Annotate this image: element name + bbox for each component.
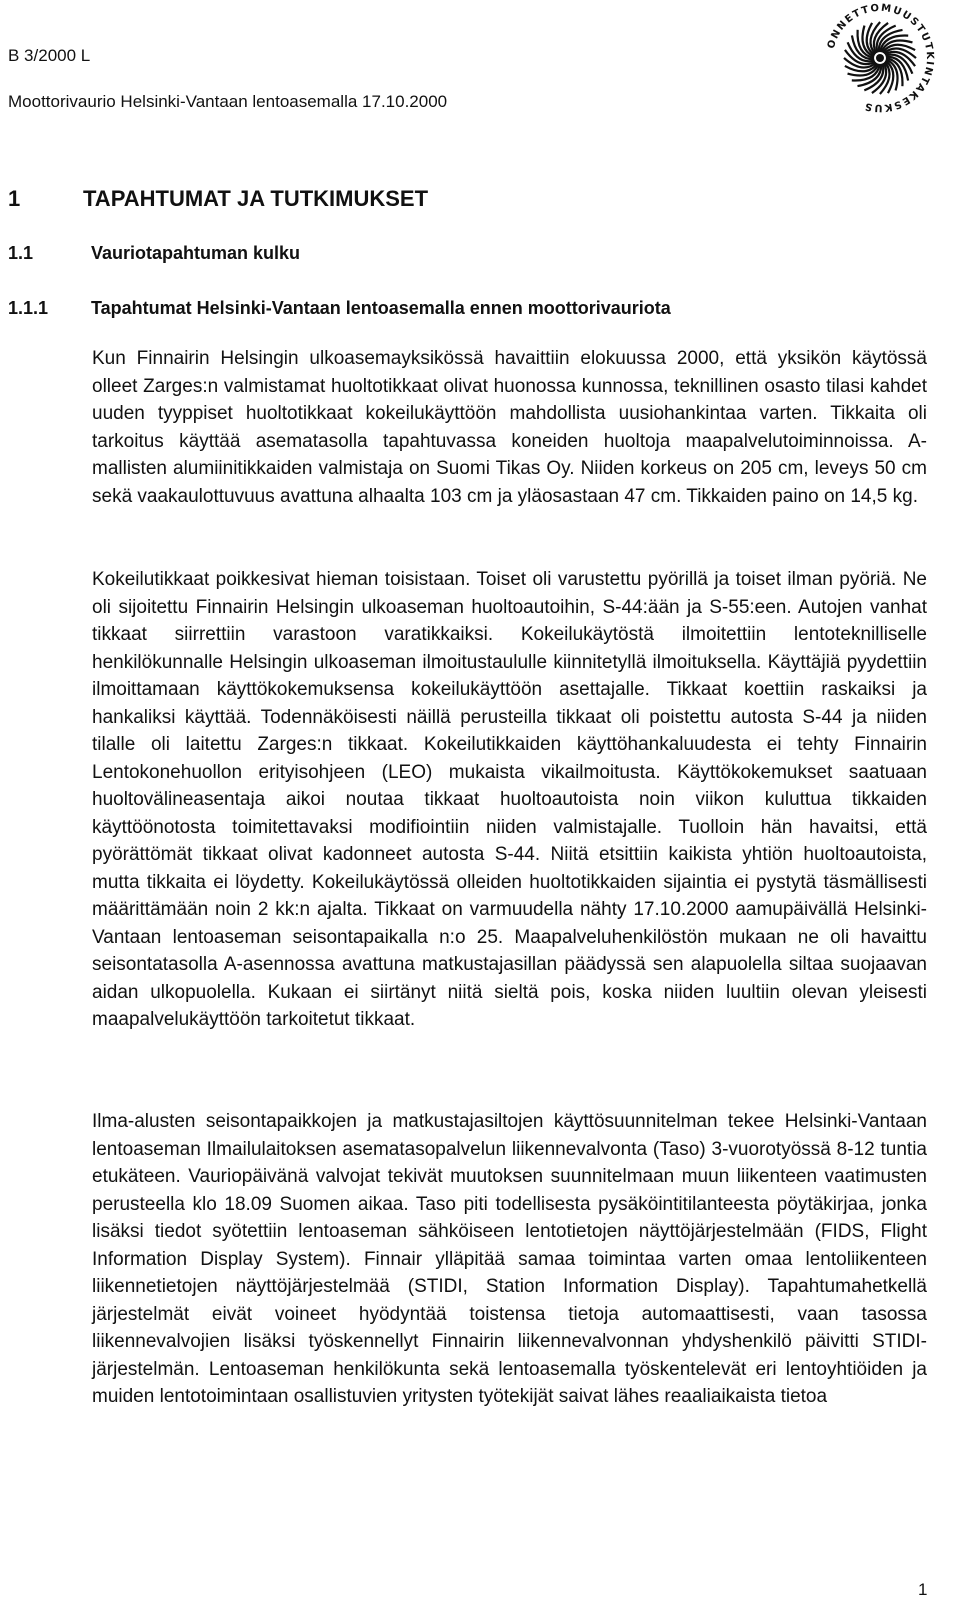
paragraph-2: Kokeilutikkaat poikkesivat hieman toisistaan. Toiset oli varustettu pyörillä ja toiset ilman pyöriä. Ne oli sijoitettu Finnairin Helsingin ulkoaseman huoltoautoihin, S-44:ään ja S-55:een. Autojen vanhat tikkaat siirrettiin varastoon varatikkaiksi. Kokeilukäytöstä ilmoitettiin lentoteknilliselle henkilökunnalle Helsingin ulkoaseman ilmoitustaululle kiinnitetyllä ilmoituksella. Käyttäjiä pyydettiin ilmoittamaan käyttökokemuksensa kokeilukäyttöön asettajalle. Tikkaat koettiin raskaiksi ja hankaliksi käyttää. Todennäköisesti näillä perusteilla tikkaat oli poistettu autosta S-44 ja niiden tilalle oli laitettu Zarges:n tikkaat. Kokeilutikkaiden käyttöhankaluudesta ei tehty Finnairin Lentokonehuollon erityisohjeen (LEO) mukaista vikailmoitusta. Käyttökokemukset saatuaan huoltovälineasentaja aikoi noutaa tikkaat huoltoautoista noin viikon kuluttua tikkaiden käyttöönotosta toimitettavaksi modifiointiin niiden valmistajalle. Tuolloin hän havaitsi, että pyörättömät tikkaat olivat kadonneet autosta S-44. Niitä etsittiin kaikista yhtiön huoltoautoista, mutta tikkaita ei löydetty. Kokeilukäytössä olleiden huoltotikkaiden sijaintia ei pystytä täsmällisesti määrittämään noin 2 kk:n ajalta. Tikkaat on varmuudella nähty 17.10.2000 aamupäivällä Helsinki-Vantaan lentoaseman seisontapaikalla n:o 25. Maapalveluhenkilöstön mukaan ne oli havaittu seisontatasolla A-asennossa avattuna matkustajasillan päädyssä sen alapuolella siltaa suojaavan aidan ulkopuolella. Kukaan ei siirtänyt niitä sieltä pois, koska niiden luultiin olevan yleisesti maapalvelukäyttöön tarkoitetut tikkaat. <box>92 569 927 1030</box>
section-title: TAPAHTUMAT JA TUTKIMUKSET <box>83 186 429 211</box>
document-subtitle: Moottorivaurio Helsinki-Vantaan lentoasemalla 17.10.2000 <box>8 92 448 111</box>
subsection-heading <box>8 243 300 264</box>
subsubsection-title: Tapahtumat Helsinki-Vantaan lentoasemalla ennen moottorivauriota <box>91 298 671 318</box>
seal-ring-text: ONNETTOMUUSTUTKINTAKESKUS <box>825 2 936 114</box>
section-number: 1 <box>8 186 21 211</box>
paragraph-3: Ilma-alusten seisontapaikkojen ja matkustajasiltojen käyttösuunnitelman tekee Helsinki-Vantaan lentoaseman Ilmailulaitoksen asematasopalvelun liikennevalvonta (Taso) 3-vuorotyössä 8-12 tuntia etukäteen. Vauriopäivänä valvojat tekivät muutoksen suunnitelmaan muun liikenteen vaatimusten perusteella klo 18.09 Suomen aikaa. Taso piti todellisesta pysäköintitilanteesta pöytäkirjaa, jonka lisäksi tiedot syötettiin lentoaseman sähköiseen lentotietojen näyttöjärjestelmään (FIDS, Flight Information Display System). Finnair ylläpitää samaa toimintaa varten omaa lentoliikenteen liikennetietojen näyttöjärjestelmää (STIDI, Station Information Display). Tapahtumahetkellä järjestelmät eivät voineet hyödyntää toistensa tietoja automaattisesti, vaan tasossa liikennevalvojien lisäksi työskennellyt Finnairin liikennevalvonnan yhdyshenkilö päivitti STIDI-järjestelmän. Lentoaseman henkilökunta sekä lentoasemalla työskentelevät eri lentoyhtiöiden ja muiden lentotoimintaan osallistuvien yritysten työtekijät saivat lähes reaaliaikaista tietoa <box>92 1111 927 1407</box>
subsection-title: Vauriotapahtuman kulku <box>91 243 301 263</box>
page-number: 1 <box>918 1580 928 1599</box>
document-id: B 3/2000 L <box>8 46 91 65</box>
subsubsection-heading <box>8 298 671 319</box>
investigation-centre-seal-icon <box>824 2 936 114</box>
section-heading <box>8 186 428 212</box>
subsection-number: 1.1 <box>8 243 34 263</box>
subsubsection-number: 1.1.1 <box>8 298 49 318</box>
paragraph-1: Kun Finnairin Helsingin ulkoasemayksikössä havaittiin elokuussa 2000, että yksikön käytössä olleet Zarges:n valmistamat huoltotikkaat olivat huonossa kunnossa, teknillinen osasto tilasi kahdet uuden tyyppiset huoltotikkaat kokeilukäyttöön mahdollista uusiohankintaa varten. Tikkaita oli tarkoitus käyttää asematasolla tapahtuvassa koneiden huoltoja maapalvelutoiminnoissa. A-mallisten alumiinitikkaiden valmistaja on Suomi Tikas Oy. Niiden korkeus on 205 cm, leveys 50 cm sekä vaakaulottuvuus avattuna alhaalta 103 cm ja yläosastaan 47 cm. Tikkaiden paino on 14,5 kg. <box>92 348 927 507</box>
